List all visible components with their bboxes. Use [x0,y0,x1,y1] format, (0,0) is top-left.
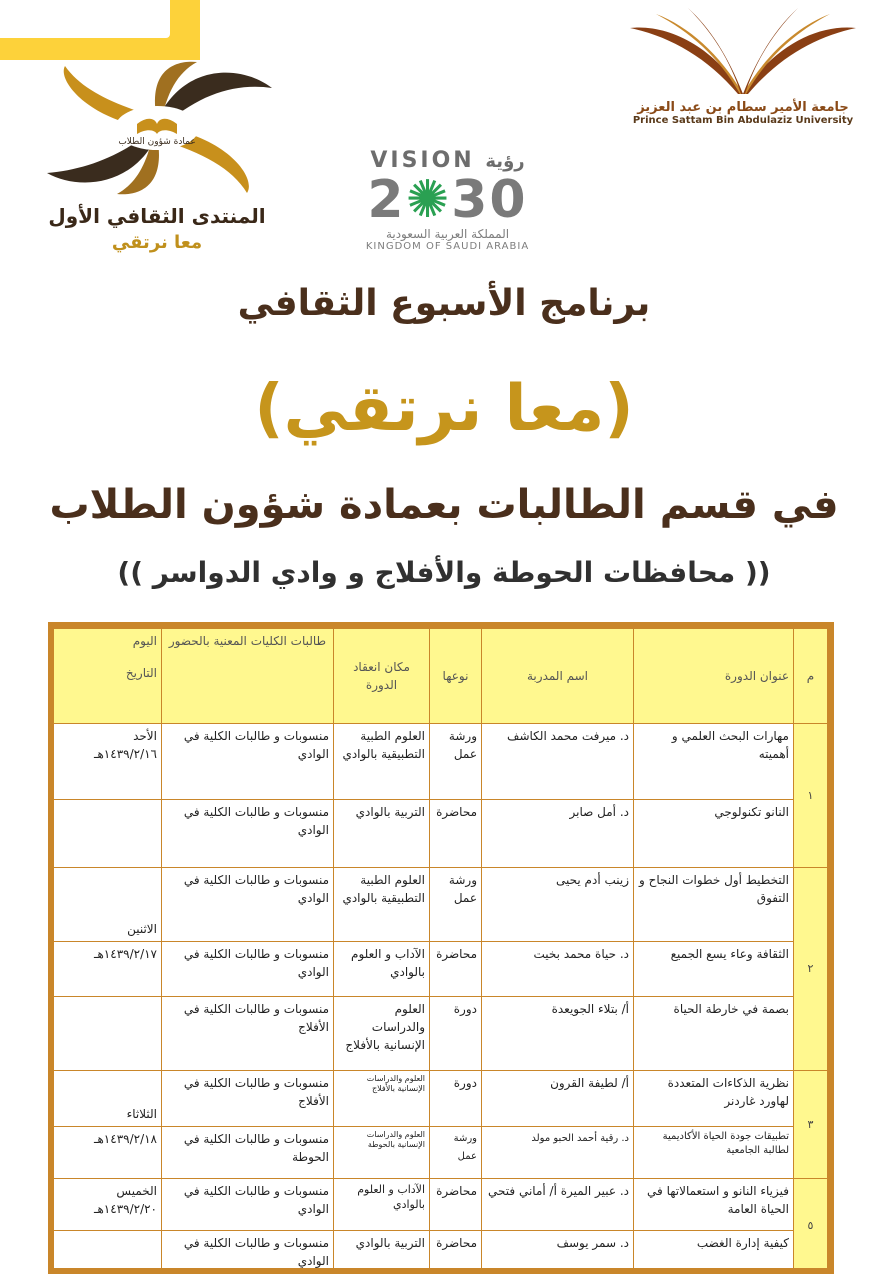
schedule-table-frame [48,622,834,1274]
course-date: ١٤٣٩/٢/١٨هـ [93,1132,157,1146]
corner-decoration [0,0,200,60]
vision-year-left: 2 [367,170,406,230]
forum-subtitle: معا نرتقي [111,232,203,253]
course-audience: منسوبات و طالبات الكلية في الوادي [162,868,334,942]
row-num: ١ [794,724,828,868]
course-title: تطبيقات جودة الحياة الأكاديمية لطالبة الجامعية [634,1127,794,1179]
course-audience: منسوبات و طالبات الكلية في الوادي [162,724,334,800]
university-logo [628,6,858,141]
course-type: ورشة عمل [430,724,482,800]
program-slogan: (معا نرتقي) [254,372,634,446]
schedule-table [53,628,828,1274]
vision-palm-icon: ✺ [405,170,452,230]
table-row [54,724,828,800]
course-day-date [54,868,162,942]
course-place: العلوم والدراسات الإنسانية بالأفلاج [334,997,430,1071]
course-audience: منسوبات و طالبات الكلية في الوادي [162,1179,334,1231]
course-title: بصمة في خارطة الحياة [634,997,794,1071]
header-type: نوعها [430,629,482,724]
university-name-ar: جامعة الأمير سطام بن عبد العزيز [637,100,849,115]
header-title: عنوان الدورة [634,629,794,724]
course-date: ١٤٣٩/٢/٢٠هـ [93,1202,157,1216]
header-place: مكان انعقاد الدورة [334,629,430,724]
vision-word-en: VISION [370,148,475,173]
vision-2030-logo [340,148,555,266]
course-day: الثلاثاء [126,1107,157,1121]
course-type: ورشة عمل [430,1127,482,1179]
course-day-date [54,1231,162,1274]
course-type: محاضرة [430,1179,482,1231]
forum-title: المنتدى الثقافي الأول [48,204,266,228]
course-place: التربية بالوادي [334,800,430,868]
course-place: العلوم الطبية التطبيقية بالوادي [334,724,430,800]
course-title: النانو تكنولوجي [634,800,794,868]
course-audience: منسوبات و طالبات الكلية في الوادي [162,800,334,868]
vision-year-right: 30 [451,170,528,230]
table-row [54,1231,828,1274]
trainer-name: د. أمل صابر [482,800,634,868]
table-row [54,1127,828,1179]
forum-logo [22,58,292,268]
course-title: نظرية الذكاءات المتعددة لهاورد غاردنر [634,1071,794,1127]
course-place: التربية بالوادي [334,1231,430,1274]
course-day: الخميس [116,1184,157,1198]
course-type: محاضرة [430,1231,482,1274]
course-place: العلوم والدراسات الإنسانية بالحوطة [334,1127,430,1179]
row-num: ٥ [794,1179,828,1274]
course-audience: منسوبات و طالبات الكلية في الأفلاج [162,1071,334,1127]
course-place: العلوم والدراسات الإنسانية بالأفلاج [334,1071,430,1127]
trainer-name: أ/ لطيفة القرون [482,1071,634,1127]
table-row [54,868,828,942]
course-type: محاضرة [430,942,482,997]
table-row [54,997,828,1071]
university-book-icon [628,6,858,98]
course-title: فيزياء النانو و استعمالاتها في الحياة العامة [634,1179,794,1231]
header-date: التاريخ [125,666,157,680]
course-audience: منسوبات و طالبات الكلية في الوادي [162,1231,334,1274]
vision-word-ar: رؤية [485,151,525,172]
header-day-date [54,629,162,724]
table-header-row [54,629,828,724]
course-day: الأحد [133,729,157,743]
table-row [54,942,828,997]
course-day-date [54,800,162,868]
course-place: الآداب و العلوم بالوادي [334,1179,430,1231]
course-audience: منسوبات و طالبات الكلية في الوادي [162,942,334,997]
trainer-name: د. عبير الميرة أ/ أماني فتحي [482,1179,634,1231]
course-title: كيفية إدارة الغضب [634,1231,794,1274]
table-row [54,1071,828,1127]
trainer-name: د. سمر يوسف [482,1231,634,1274]
trainer-name: زينب أدم يحيى [482,868,634,942]
course-type: دورة [430,1071,482,1127]
row-num: ٢ [794,868,828,1071]
course-date: ١٤٣٩/٢/١٧هـ [93,947,157,961]
course-day-date [54,1127,162,1179]
course-title: الثقافة وعاء يسع الجميع [634,942,794,997]
trainer-name: د. حياة محمد بخيت [482,942,634,997]
table-row [54,1179,828,1231]
vision-year [340,170,555,230]
course-audience: منسوبات و طالبات الكلية في الحوطة [162,1127,334,1179]
course-type: دورة [430,997,482,1071]
header-audience: طالبات الكليات المعنية بالحضور [162,629,334,724]
course-audience: منسوبات و طالبات الكلية في الأفلاج [162,997,334,1071]
course-day-date [54,724,162,800]
header-num: م [794,629,828,724]
course-day-date [54,997,162,1071]
vision-kingdom-en: KINGDOM OF SAUDI ARABIA [365,241,530,252]
course-day-date [54,1179,162,1231]
university-name-en: Prince Sattam Bin Abdulaziz University [632,115,854,126]
row-num: ٣ [794,1071,828,1179]
course-type: محاضرة [430,800,482,868]
trainer-name: أ/ بتلاء الجويعدة [482,997,634,1071]
trainer-name: د. رقية أحمد الحبو مولد [482,1127,634,1179]
course-date: ١٤٣٩/٢/١٦هـ [93,747,157,761]
trainer-name: د. ميرفت محمد الكاشف [482,724,634,800]
course-day: الاثنين [127,922,157,936]
course-place: العلوم الطبية التطبيقية بالوادي [334,868,430,942]
header-day: اليوم [132,634,157,648]
program-title: برنامج الأسبوع الثقافي [237,283,651,324]
course-day-date [54,1071,162,1127]
course-day-date [54,942,162,997]
header-trainer: اسم المدربة [482,629,634,724]
program-locations: (( محافظات الحوطة والأفلاج و وادي الدواسر )) [117,556,771,589]
course-type: ورشة عمل [430,868,482,942]
table-row [54,800,828,868]
vision-kingdom-ar: المملكة العربية السعودية [385,227,510,241]
forum-logo-caption: عمادة شؤون الطلاب [118,137,196,147]
course-title: التخطيط أول خطوات النجاح و التفوق [634,868,794,942]
program-department: في قسم الطالبات بعمادة شؤون الطلاب [49,482,839,528]
course-place: الآداب و العلوم بالوادي [334,942,430,997]
course-title: مهارات البحث العلمي و أهميته [634,724,794,800]
forum-swirl-icon [32,58,282,198]
